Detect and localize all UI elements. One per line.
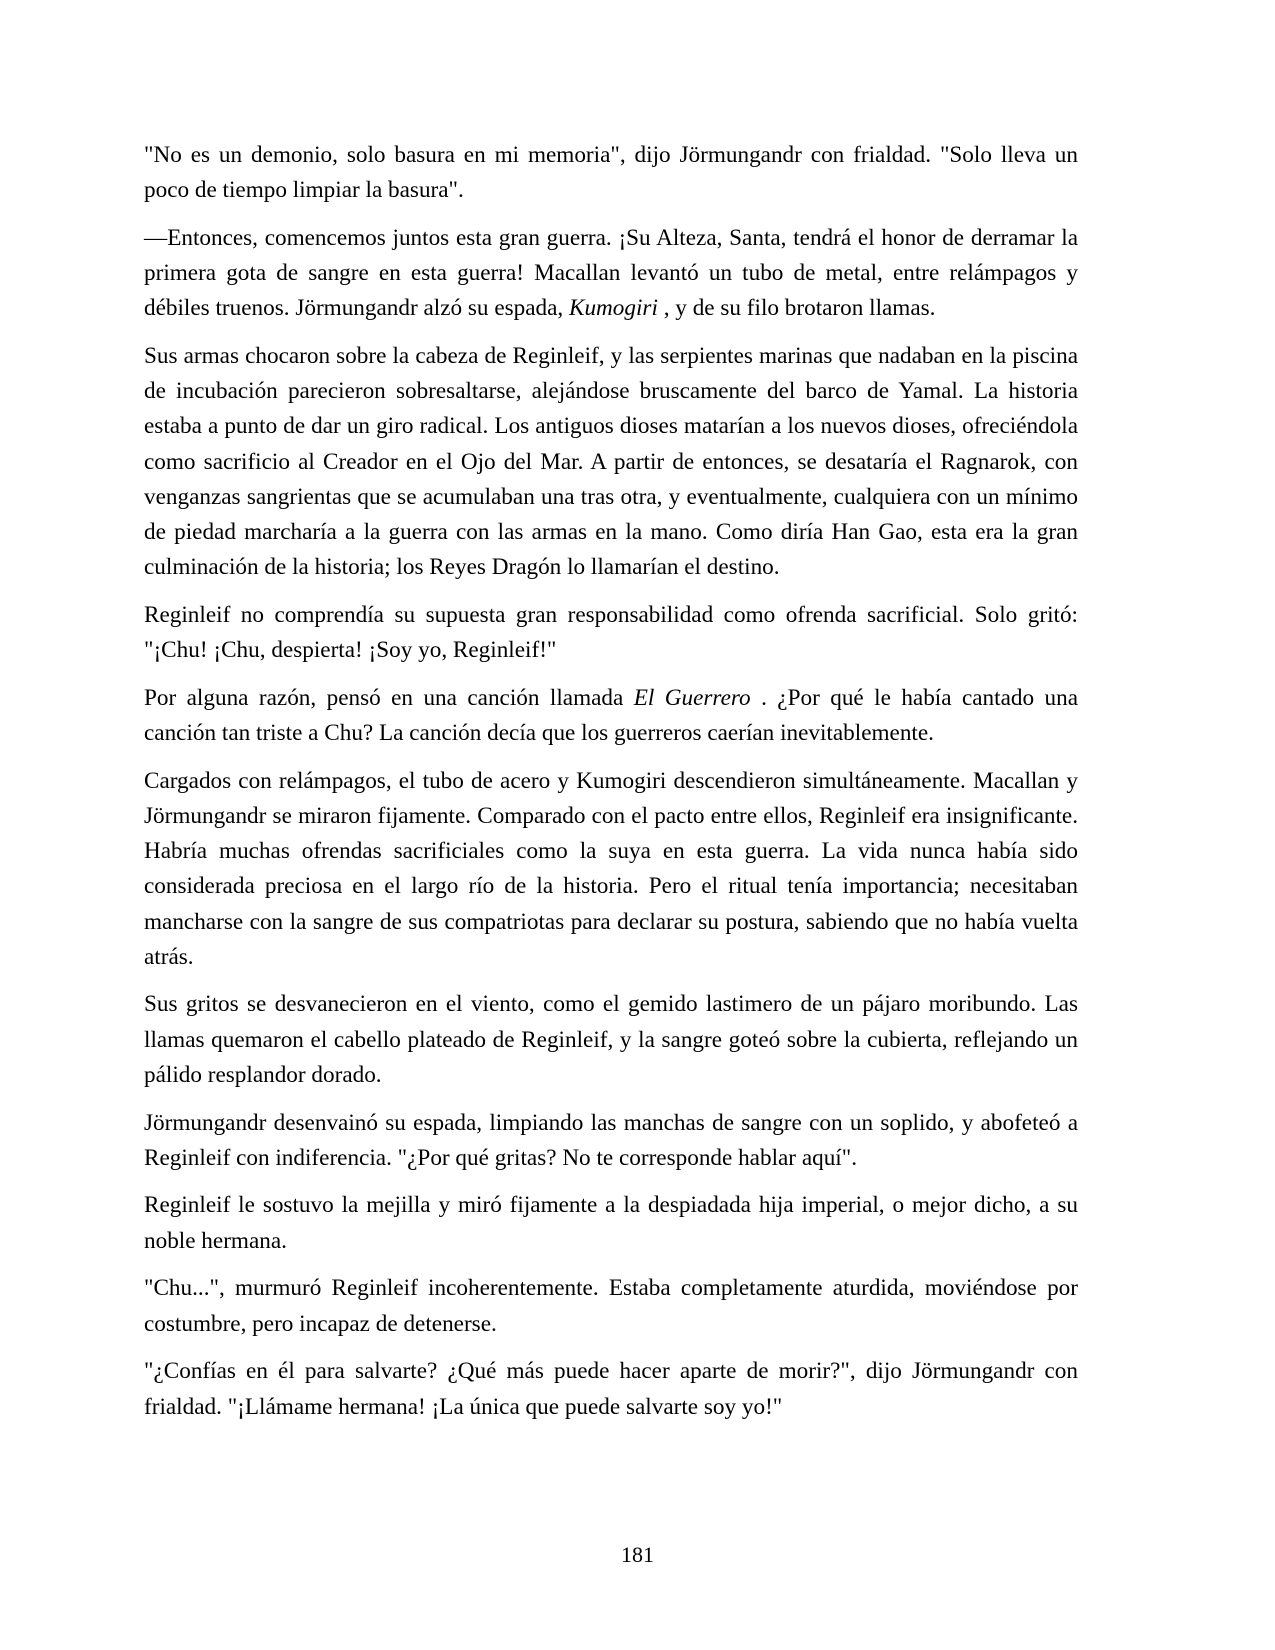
paragraph-10: "Chu...", murmuró Reginleif incoherentemente. Estaba completamente aturdida, moviéndose por costumbre, pero incapaz de detenerse. (144, 1275, 1078, 1337)
paragraph-6: Cargados con relámpagos, el tubo de acero y Kumogiri descendieron simultáneamente. Macallan y Jörmungandr se miraron fijamente. Comparado con el pacto entre ellos, Reginleif era insignificante. Habría muchas ofrendas sacrificiales como la suya en esta guerra. La vida nunca había sido considerada preciosa en el largo río de la historia. Pero el ritual tenía importancia; necesitaban mancharse con la sangre de sus compatriotas para declarar su postura, sabiendo que no había vuelta atrás. (144, 767, 1078, 970)
paragraph-11: "¿Confías en él para salvarte? ¿Qué más puede hacer aparte de morir?", dijo Jörmungandr con frialdad. "¡Llámame hermana! ¡La única que puede salvarte soy yo!" (144, 1358, 1078, 1420)
paragraph-9: Reginleif le sostuvo la mejilla y miró fijamente a la despiadada hija imperial, o mejor dicho, a su noble hermana. (144, 1192, 1078, 1254)
paragraph-4: Reginleif no comprendía su supuesta gran responsabilidad como ofrenda sacrificial. Solo gritó: "¡Chu! ¡Chu, despierta! ¡Soy yo, Reginleif!" (144, 601, 1078, 664)
body-text-column (144, 138, 1078, 1425)
paragraph-7: Sus gritos se desvanecieron en el viento, como el gemido lastimero de un pájaro moribundo. Las llamas quemaron el cabello plateado de Reginleif, y la sangre goteó sobre la cubierta, reflejando un pálido resplandor dorado. (144, 991, 1078, 1088)
paragraph-2 (144, 221, 1078, 327)
title-kumogiri: Kumogiri (569, 295, 658, 322)
paragraph-8: Jörmungandr desenvainó su espada, limpiando las manchas de sangre con un soplido, y abofeteó a Reginleif con indiferencia. "¿Por qué gritas? No te corresponde hablar aquí". (144, 1109, 1078, 1171)
paragraph-2-segment-1: —Entonces, comencemos juntos esta gran guerra. ¡Su Alteza, Santa, tendrá el honor de derramar la primera gota de sangre en esta guerra! Macallan levantó un tubo de metal, entre relámpagos y débiles truenos. Jörmungandr alzó su espada, (144, 224, 1078, 322)
title-el-guerrero: El Guerrero (633, 684, 751, 711)
paragraph-5-segment-1: Por alguna razón, pensó en una canción llamada (144, 684, 634, 711)
paragraph-5 (144, 681, 1078, 751)
paragraph-3: Sus armas chocaron sobre la cabeza de Reginleif, y las serpientes marinas que nadaban en la piscina de incubación parecieron sobresaltarse, alejándose bruscamente del barco de Yamal. La historia estaba a punto de dar un giro radical. Los antiguos dioses matarían a los nuevos dioses, ofreciéndola como sacrificio al Creador en el Ojo del Mar. A partir de entonces, se desataría el Ragnarok, con venganzas sangrientas que se acumulaban una tras otra, y eventualmente, cualquiera con un mínimo de piedad marcharía a la guerra con las armas en la mano. Como diría Han Gao, esta era la gran culminación de la historia; los Reyes Dragón lo llamarían el destino. (144, 343, 1078, 581)
paragraph-5-segment-3: . ¿Por qué le había cantado una canción tan triste a Chu? La canción decía que los guerreros caerían inevitablemente. (144, 684, 1078, 747)
paragraph-1: "No es un demonio, solo basura en mi memoria", dijo Jörmungandr con frialdad. "Solo lleva un poco de tiempo limpiar la basura". (144, 142, 1078, 204)
page-number: 181 (621, 1542, 654, 1567)
paragraph-2-segment-3: , y de su filo brotaron llamas. (657, 295, 936, 322)
